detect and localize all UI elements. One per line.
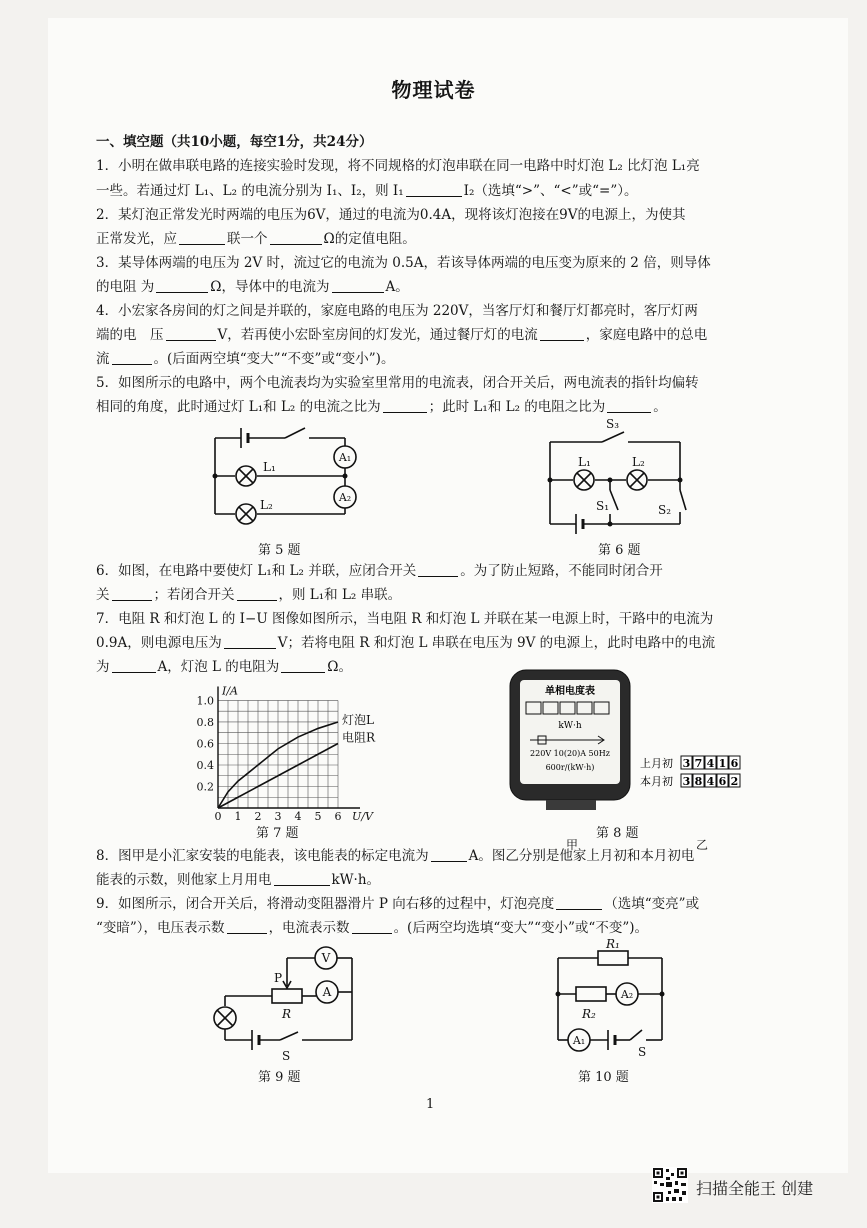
meter-title: 单相电度表 [545, 686, 595, 697]
figure-9-circuit [200, 936, 365, 1064]
ammeter-a1-label: A₁ [572, 1034, 586, 1047]
y-tick-label: 0.8 [196, 715, 214, 729]
answer-blank[interactable] [237, 586, 277, 601]
slider-p-label: P [274, 971, 283, 985]
answer-blank[interactable] [224, 634, 276, 649]
y-tick-label: 0.2 [196, 780, 214, 794]
switch-s2-label: S₂ [658, 503, 672, 517]
question-8-line-1: 8．图甲是小汇家安装的电能表，该电能表的标定电流为 A。图乙分别是他家上月初和本月初电 [96, 848, 695, 864]
answer-blank[interactable] [156, 278, 208, 293]
question-5-line-2: 相同的角度，此时通过灯 L₁和 L₂ 的电流之比为 ；此时 L₁和 L₂ 的电阻之比为 。 [96, 399, 667, 415]
question-4-line-3: 流 。(后面两空填“变大”“不变”或“变小”)。 [96, 351, 395, 367]
last-month-reading [681, 756, 740, 770]
answer-blank[interactable] [281, 658, 325, 673]
figure-10-circuit [546, 936, 676, 1064]
answer-blank[interactable] [112, 350, 152, 365]
figure-8-caption: 第 8 题 [596, 826, 639, 841]
lamp-l2-label: L₂ [632, 455, 645, 469]
answer-blank[interactable] [431, 847, 467, 862]
answer-blank[interactable] [274, 871, 330, 886]
x-tick-label: 0 [214, 810, 222, 822]
x-tick-label: 4 [294, 810, 302, 822]
this-month-digit: 4 [706, 775, 715, 788]
answer-blank[interactable] [418, 562, 458, 577]
figure-9-caption: 第 9 题 [258, 1070, 301, 1085]
lamp-l1-label: L₁ [578, 455, 591, 469]
this-month-digit: 6 [718, 775, 727, 788]
question-4-line-2: 端的电 压 V，若再使小宏卧室房间的灯发光，通过餐厅灯的电流 ，家庭电路中的总电 [96, 327, 708, 343]
resistor-r2-label: R₂ [582, 1007, 596, 1021]
last-month-digit: 7 [694, 757, 703, 770]
question-1-line-2: 一些。若通过灯 L₁、L₂ 的电流分别为 I₁、I₂，则 I₁ I₂（选填“>”、“<”或“=”）。 [96, 183, 638, 199]
answer-blank[interactable] [406, 182, 462, 197]
answer-blank[interactable] [227, 919, 267, 934]
figure-6-circuit [540, 414, 690, 536]
last-month-digit: 6 [730, 757, 739, 770]
page-number: 1 [426, 1097, 435, 1112]
answer-blank[interactable] [112, 586, 152, 601]
answer-blank[interactable] [112, 658, 156, 673]
question-2-line-1: 2．某灯泡正常发光时两端的电压为6V，通过的电流为0.4A，现将该灯泡接在9V的电源上，为使其 [96, 207, 686, 223]
x-axis-label: U/V [352, 810, 373, 822]
this-month-label: 本月初 [640, 775, 673, 788]
rheostat-r-label: R [282, 1007, 292, 1021]
figure-8-yi-label: 乙 [696, 838, 709, 852]
meter-spec-rating: 220V 10(20)A 50Hz [530, 749, 610, 758]
x-tick-label: 3 [274, 810, 282, 822]
switch-s3-label: S₃ [606, 417, 620, 431]
lamp-l1-label: L₁ [263, 460, 276, 474]
lamp-l2-label: L₂ [260, 498, 273, 512]
x-tick-label: 6 [334, 810, 342, 822]
figure-8-jia-label: 甲 [566, 838, 579, 852]
question-6-line-1: 6．如图，在电路中要使灯 L₁和 L₂ 并联，应闭合开关 。为了防止短路，不能同时闭合开 [96, 563, 663, 579]
ammeter-a1-label: A₁ [338, 451, 352, 464]
figure-5-circuit [205, 422, 365, 532]
question-1-line-1: 1．小明在做串联电路的连接实验时发现，将不同规格的灯泡串联在同一电路中时灯泡 L₂ 比灯泡 L₁亮 [96, 158, 700, 174]
question-9-line-1: 9．如图所示，闭合开关后，将滑动变阻器滑片 P 向右移的过程中，灯泡亮度 （选填“变亮”或 [96, 896, 700, 912]
this-month-reading [681, 774, 740, 788]
answer-blank[interactable] [166, 326, 216, 341]
figure-8-energy-meter [500, 666, 765, 818]
ammeter-a2-label: A₂ [620, 988, 634, 1001]
series-lamp-l-label: 灯泡L [342, 712, 374, 727]
question-7-line-2: 0.9A，则电源电压为 V；若将电阻 R 和灯泡 L 串联在电压为 9V 的电源上，此时电路中的电流 [96, 635, 716, 651]
y-tick-label: 0.6 [196, 737, 214, 751]
last-month-digit: 1 [718, 757, 727, 770]
question-7-line-3: 为 A，灯泡 L 的电阻为 Ω。 [96, 659, 352, 675]
section-heading: 一、填空题（共10小题，每空1分，共24分） [96, 134, 373, 150]
figure-7-caption: 第 7 题 [256, 826, 299, 841]
x-tick-label: 5 [314, 810, 322, 822]
question-5-line-1: 5．如图所示的电路中，两个电流表均为实验室里常用的电流表，闭合开关后，两电流表的指针均偏转 [96, 375, 699, 391]
answer-blank[interactable] [332, 278, 384, 293]
y-tick-label: 0.4 [196, 758, 214, 772]
x-tick-label: 2 [254, 810, 262, 822]
question-9-line-2: “变暗”），电压表示数 ，电流表示数 。(后两空均选填“变大”“变小”或“不变”)。 [96, 920, 649, 936]
last-month-digit: 4 [706, 757, 715, 770]
answer-blank[interactable] [179, 230, 225, 245]
answer-blank[interactable] [556, 895, 602, 910]
resistor-r1-label: R₁ [606, 937, 620, 951]
page-title: 物理试卷 [391, 78, 476, 102]
question-8-line-2: 能表的示数，则他家上月用电 kW·h。 [96, 872, 381, 888]
this-month-digit: 8 [694, 775, 703, 788]
answer-blank[interactable] [352, 919, 392, 934]
switch-s1-label: S₁ [596, 499, 610, 513]
figure-6-caption: 第 6 题 [598, 543, 641, 558]
meter-spec-constant: 600r/(kW·h) [545, 763, 595, 772]
switch-s-label: S [638, 1045, 647, 1059]
ammeter-a2-label: A₂ [338, 491, 352, 504]
question-4-line-1: 4．小宏家各房间的灯之间是并联的，家庭电路的电压为 220V，当客厅灯和餐厅灯都亮时，客厅灯两 [96, 303, 698, 319]
question-7-line-1: 7．电阻 R 和灯泡 L 的 I−U 图像如图所示，当电阻 R 和灯泡 L 并联在某一电源上时，干路中的电流为 [96, 611, 714, 627]
last-month-digit: 3 [682, 757, 691, 770]
y-tick-label: 1.0 [196, 694, 214, 708]
scanner-watermark: 扫描全能王 创建 [696, 1179, 814, 1198]
question-6-line-2: 关 ；若闭合开关 ，则 L₁和 L₂ 串联。 [96, 587, 402, 603]
ammeter-label: A [322, 985, 332, 999]
figure-10-caption: 第 10 题 [578, 1070, 629, 1085]
last-month-label: 上月初 [640, 757, 673, 770]
this-month-digit: 2 [730, 775, 739, 788]
voltmeter-label: V [321, 951, 331, 965]
answer-blank[interactable] [607, 398, 651, 413]
answer-blank[interactable] [383, 398, 427, 413]
answer-blank[interactable] [270, 230, 322, 245]
figure-7-iu-chart [188, 672, 388, 822]
question-3-line-2: 的电阻 为 Ω，导体中的电流为 A。 [96, 279, 409, 295]
y-axis-label: I/A [222, 684, 238, 698]
switch-s-label: S [282, 1049, 291, 1063]
series-resistor-r-label: 电阻R [342, 730, 376, 745]
question-3-line-1: 3．某导体两端的电压为 2V 时，流过它的电流为 0.5A，若该导体两端的电压变为原来的 2 倍，则导体 [96, 255, 711, 271]
meter-unit: kW·h [558, 721, 582, 731]
figure-5-caption: 第 5 题 [258, 543, 301, 558]
this-month-digit: 3 [682, 775, 691, 788]
qr-code-icon [652, 1167, 688, 1203]
answer-blank[interactable] [540, 326, 584, 341]
question-2-line-2: 正常发光，应 联一个 Ω的定值电阻。 [96, 231, 416, 247]
x-tick-label: 1 [234, 810, 242, 822]
